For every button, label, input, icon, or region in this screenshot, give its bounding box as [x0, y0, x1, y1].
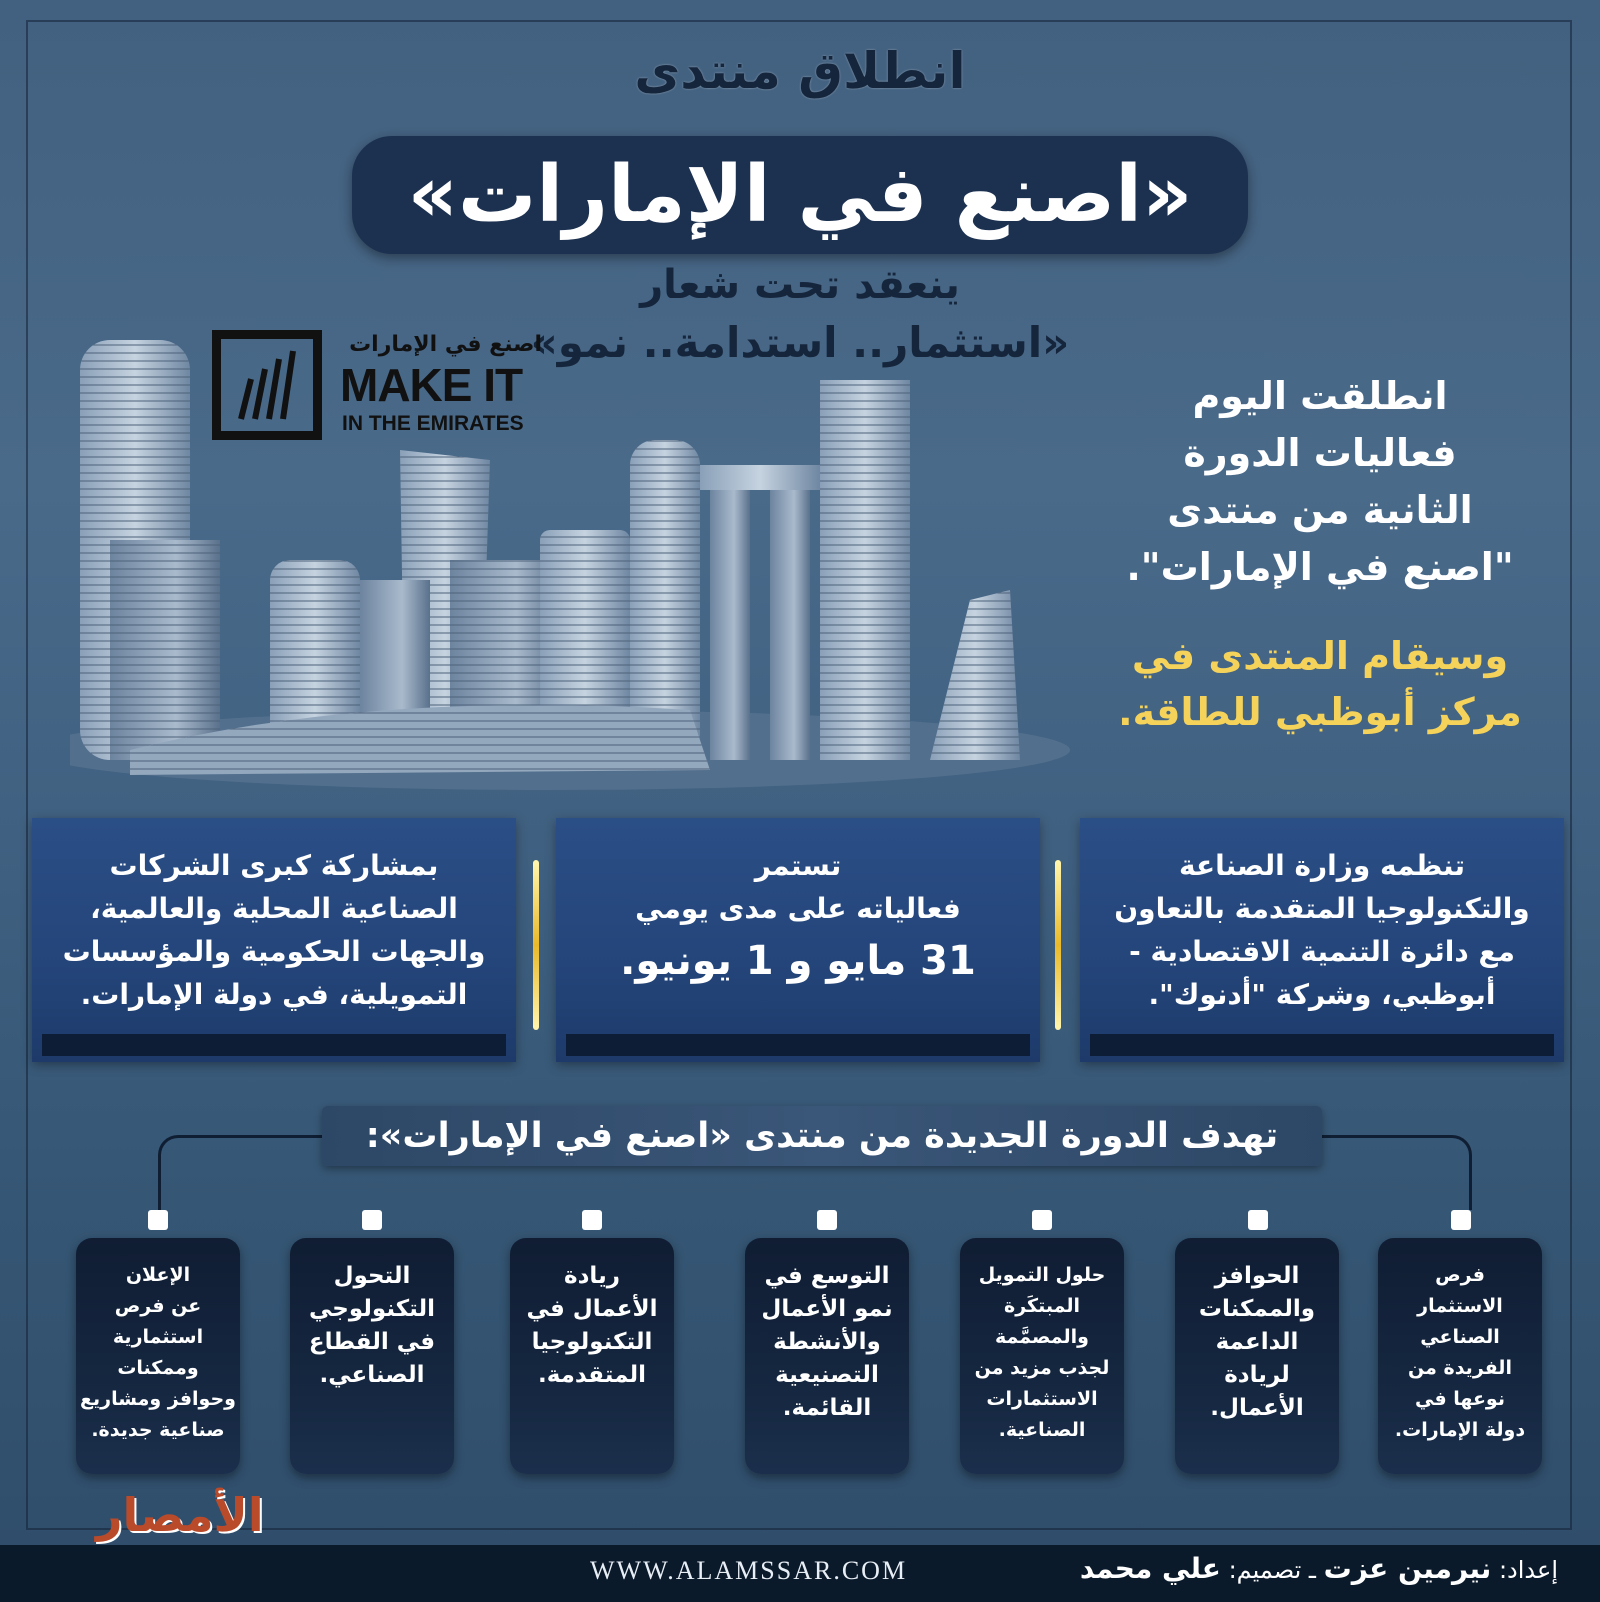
goal-line: التكنولوجي: [309, 1296, 435, 1322]
credits: [1070, 1552, 1558, 1585]
goal-line: الصناعية.: [998, 1419, 1086, 1441]
goal-line: والمصمَّمة: [995, 1326, 1089, 1348]
participants-line: والجهات الحكومية والمؤسسات: [62, 935, 486, 968]
goal-card: [510, 1238, 674, 1474]
design-label: تصميم:: [1228, 1556, 1302, 1584]
goal-line: فرص: [1435, 1264, 1485, 1286]
goal-bullet: [817, 1210, 837, 1230]
goal-line: الإعلان: [125, 1264, 191, 1286]
goal-bullet: [582, 1210, 602, 1230]
intro-line: انطلقت اليوم: [1192, 374, 1448, 418]
slogan: «استثمار.. استدامة.. نمو»: [530, 318, 1070, 367]
organizers-line: مع دائرة التنمية الاقتصادية -: [1129, 935, 1515, 968]
goal-bullet: [1248, 1210, 1268, 1230]
website-link[interactable]: WWW.ALAMSSAR.COM: [590, 1556, 908, 1585]
goal-line: نوعها في: [1415, 1388, 1505, 1410]
intro-text: [1100, 368, 1540, 596]
goal-line: في القطاع: [308, 1329, 436, 1355]
masthead-logo: الأمصار: [96, 1488, 264, 1542]
goal-line: الصناعي.: [319, 1362, 425, 1388]
goal-line: والممكنات: [1198, 1296, 1316, 1322]
duration-line: تستمر: [754, 849, 842, 882]
goal-line: الاستثمار: [1417, 1295, 1503, 1317]
gold-separator: [1055, 860, 1061, 1030]
intro-line: الثانية من منتدى: [1167, 488, 1473, 532]
title-pill: [352, 136, 1248, 254]
goal-line: عن فرص: [114, 1295, 202, 1317]
goal-line: دولة الإمارات.: [1394, 1419, 1526, 1441]
goal-line: الأعمال في: [526, 1296, 658, 1322]
logo-arabic: اصنع في الإمارات: [349, 332, 542, 357]
goal-line: الفريدة من: [1408, 1357, 1512, 1379]
goal-card: [290, 1238, 454, 1474]
headline-intro: انطلاق منتدى: [634, 42, 966, 100]
goal-line: الصناعي: [1420, 1326, 1500, 1348]
goals-title: تهدف الدورة الجديدة من منتدى «اصنع في الإمارات»:: [365, 1116, 1279, 1156]
prepared-label: إعداد:: [1498, 1556, 1558, 1584]
goal-card: [1378, 1238, 1542, 1474]
goal-card: [960, 1238, 1124, 1474]
forum-title: «اصنع في الإمارات»: [407, 150, 1193, 240]
participants-line: بمشاركة كبرى الشركات: [109, 849, 439, 882]
goal-line: التكنولوجيا: [531, 1329, 653, 1355]
intro-line: فعاليات الدورة: [1183, 431, 1457, 475]
slogan-intro: ينعقد تحت شعار: [640, 262, 960, 308]
goal-line: ريادة: [564, 1263, 620, 1289]
goal-card: [76, 1238, 240, 1474]
goal-line: حلول التمويل: [978, 1264, 1106, 1286]
venue-line: مركز أبوظبي للطاقة.: [1118, 690, 1522, 734]
duration-box: [556, 818, 1040, 1062]
credit-separator: ـ: [1308, 1556, 1316, 1584]
venue-line: وسيقام المنتدى في: [1131, 634, 1509, 678]
goal-line: التصنيعية: [775, 1362, 879, 1388]
box-bottom-bar: [566, 1034, 1030, 1056]
participants-line: التمويلية، في دولة الإمارات.: [80, 978, 468, 1011]
goal-line: وممكنات: [117, 1357, 199, 1379]
goal-bullet: [362, 1210, 382, 1230]
goal-bullet: [148, 1210, 168, 1230]
goal-line: القائمة.: [782, 1395, 872, 1421]
goal-line: المبتكَرة: [1004, 1295, 1080, 1317]
organizers-box: [1080, 818, 1564, 1062]
box-bottom-bar: [1090, 1034, 1554, 1056]
venue-text: [1100, 628, 1540, 740]
goal-line: لريادة: [1224, 1362, 1290, 1388]
goal-line: نمو الأعمال: [761, 1296, 893, 1322]
goal-line: التوسع في: [764, 1263, 890, 1289]
logo-mark-icon: [212, 330, 322, 440]
goal-bullet: [1032, 1210, 1052, 1230]
box-bottom-bar: [42, 1034, 506, 1056]
goal-line: الداعمة: [1215, 1329, 1299, 1355]
goal-card: [1175, 1238, 1339, 1474]
participants-line: الصناعية المحلية والعالمية،: [90, 892, 458, 925]
goal-bullet: [1451, 1210, 1471, 1230]
goal-card: [745, 1238, 909, 1474]
gold-separator: [533, 860, 539, 1030]
goal-line: الاستثمارات: [986, 1388, 1098, 1410]
event-dates: 31 مايو و 1 يونيو.: [620, 938, 976, 984]
logo-make-it: MAKE IT: [340, 359, 523, 411]
make-it-logo: [212, 330, 542, 450]
goal-line: المتقدمة.: [537, 1362, 647, 1388]
designed-by: علي محمد: [1079, 1552, 1221, 1585]
goal-line: صناعية جديدة.: [91, 1419, 225, 1441]
intro-line: "اصنع في الإمارات".: [1126, 545, 1514, 589]
organizers-line: أبوظبي، وشركة "أدنوك".: [1148, 978, 1496, 1011]
goal-line: الحوافز: [1214, 1263, 1300, 1289]
prepared-by: نيرمين عزت: [1323, 1552, 1492, 1585]
participants-box: [32, 818, 516, 1062]
logo-in-emirates: IN THE EMIRATES: [342, 412, 524, 435]
goal-line: لجذب مزيد من: [974, 1357, 1110, 1379]
duration-line: فعالياته على مدى يومي: [635, 892, 961, 925]
goal-line: وحوافز ومشاريع: [80, 1388, 236, 1410]
goal-line: الأعمال.: [1210, 1395, 1304, 1421]
goal-line: استثمارية: [112, 1326, 204, 1348]
goal-line: التحول: [333, 1263, 411, 1289]
goals-banner: [322, 1106, 1322, 1166]
organizers-line: تنظمه وزارة الصناعة: [1179, 849, 1465, 882]
goal-line: والأنشطة: [773, 1329, 881, 1355]
organizers-line: والتكنولوجيا المتقدمة بالتعاون: [1114, 892, 1530, 925]
